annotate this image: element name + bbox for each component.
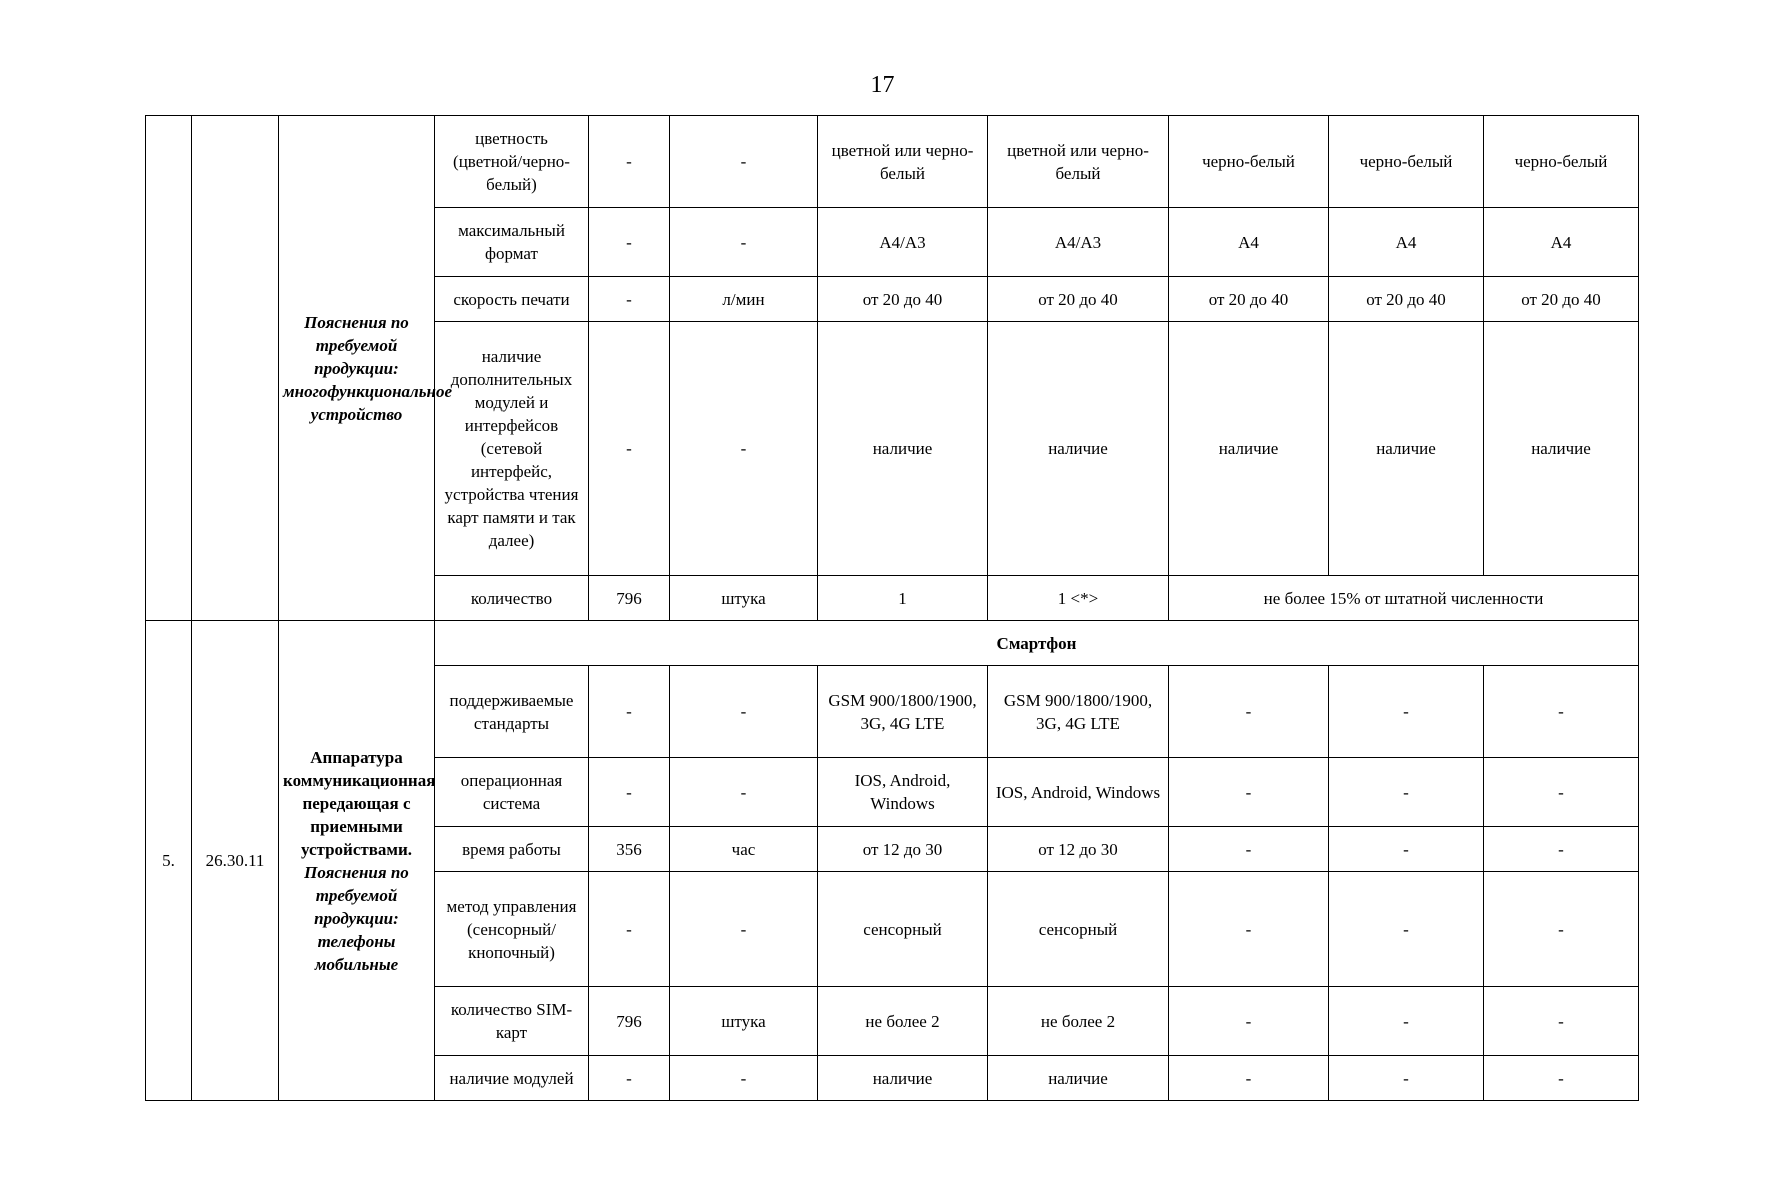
value-cell: -: [1169, 758, 1329, 827]
characteristic-name: наличие дополнительных модулей и интерфейсов (сетевой интерфейс, устройства чтения карт памяти и так далее): [435, 322, 589, 576]
characteristic-name: время работы: [435, 827, 589, 872]
unit-code: -: [589, 666, 670, 758]
value-cell: -: [1484, 987, 1639, 1056]
value-cell: цветной или черно-белый: [988, 116, 1169, 208]
value-cell: -: [1329, 827, 1484, 872]
value-cell: -: [1484, 1056, 1639, 1101]
value-cell: сенсорный: [818, 872, 988, 987]
value-cell: черно-белый: [1329, 116, 1484, 208]
value-cell: 1: [818, 576, 988, 621]
value-cell: наличие: [818, 322, 988, 576]
page-number: 17: [870, 72, 895, 98]
requirements-table: [145, 115, 1639, 1101]
unit-name: -: [670, 322, 818, 576]
unit-name: -: [670, 208, 818, 277]
value-cell: GSM 900/1800/1900, 3G, 4G LTE: [988, 666, 1169, 758]
characteristic-name: количество SIM-карт: [435, 987, 589, 1056]
value-cell: наличие: [988, 1056, 1169, 1101]
unit-code: -: [589, 758, 670, 827]
unit-name: -: [670, 872, 818, 987]
unit-code: 796: [589, 987, 670, 1056]
value-cell: IOS, Android, Windows: [818, 758, 988, 827]
value-cell: -: [1484, 666, 1639, 758]
characteristic-name: наличие модулей: [435, 1056, 589, 1101]
characteristic-name: цветность (цветной/черно-белый): [435, 116, 589, 208]
row-number-cell: 5.: [146, 621, 192, 1101]
unit-code: -: [589, 1056, 670, 1101]
unit-code: -: [589, 116, 670, 208]
value-cell: от 20 до 40: [818, 277, 988, 322]
characteristic-name: скорость печати: [435, 277, 589, 322]
merged-value-cell: не более 15% от штатной численности: [1169, 576, 1639, 621]
value-cell: наличие: [818, 1056, 988, 1101]
value-cell: от 20 до 40: [1169, 277, 1329, 322]
value-cell: от 20 до 40: [1484, 277, 1639, 322]
value-cell: -: [1169, 1056, 1329, 1101]
unit-code: 356: [589, 827, 670, 872]
value-cell: -: [1169, 872, 1329, 987]
value-cell: 1 <*>: [988, 576, 1169, 621]
unit-name: час: [670, 827, 818, 872]
value-cell: сенсорный: [988, 872, 1169, 987]
product-note-cell: Пояснения по требуемой продукции: многофункциональное устройство: [279, 116, 435, 621]
section-subheader: Смартфон: [435, 621, 1639, 666]
unit-code: -: [589, 322, 670, 576]
value-cell: от 12 до 30: [818, 827, 988, 872]
characteristic-name: метод управления (сенсорный/кнопочный): [435, 872, 589, 987]
value-cell: наличие: [1169, 322, 1329, 576]
unit-name: л/мин: [670, 277, 818, 322]
value-cell: А4: [1169, 208, 1329, 277]
value-cell: не более 2: [818, 987, 988, 1056]
unit-name: -: [670, 758, 818, 827]
value-cell: А4: [1329, 208, 1484, 277]
product-group-name: Аппаратура коммуникационная передающая с приемными устройствами.: [283, 747, 436, 859]
table-row: [146, 116, 1639, 208]
value-cell: -: [1169, 666, 1329, 758]
value-cell: -: [1329, 987, 1484, 1056]
value-cell: -: [1329, 666, 1484, 758]
unit-code: -: [589, 872, 670, 987]
value-cell: IOS, Android, Windows: [988, 758, 1169, 827]
unit-code: 796: [589, 576, 670, 621]
unit-name: -: [670, 1056, 818, 1101]
value-cell: наличие: [988, 322, 1169, 576]
value-cell: -: [1484, 758, 1639, 827]
value-cell: А4/А3: [988, 208, 1169, 277]
unit-name: штука: [670, 987, 818, 1056]
unit-name: штука: [670, 576, 818, 621]
characteristic-name: операционная система: [435, 758, 589, 827]
okpd-code-cell: 26.30.11: [192, 621, 279, 1101]
value-cell: -: [1484, 872, 1639, 987]
value-cell: от 20 до 40: [1329, 277, 1484, 322]
value-cell: -: [1329, 1056, 1484, 1101]
unit-code: -: [589, 208, 670, 277]
characteristic-name: количество: [435, 576, 589, 621]
row-number-cell: [146, 116, 192, 621]
value-cell: А4/А3: [818, 208, 988, 277]
unit-code: -: [589, 277, 670, 322]
value-cell: наличие: [1484, 322, 1639, 576]
unit-name: -: [670, 666, 818, 758]
value-cell: цветной или черно-белый: [818, 116, 988, 208]
value-cell: А4: [1484, 208, 1639, 277]
value-cell: черно-белый: [1169, 116, 1329, 208]
characteristic-name: максимальный формат: [435, 208, 589, 277]
value-cell: GSM 900/1800/1900, 3G, 4G LTE: [818, 666, 988, 758]
value-cell: -: [1169, 827, 1329, 872]
value-cell: -: [1484, 827, 1639, 872]
value-cell: наличие: [1329, 322, 1484, 576]
table-row: [146, 621, 1639, 666]
characteristic-name: поддерживаемые стандарты: [435, 666, 589, 758]
unit-name: -: [670, 116, 818, 208]
value-cell: от 12 до 30: [988, 827, 1169, 872]
value-cell: -: [1329, 758, 1484, 827]
value-cell: -: [1169, 987, 1329, 1056]
okpd-code-cell: [192, 116, 279, 621]
value-cell: -: [1329, 872, 1484, 987]
value-cell: черно-белый: [1484, 116, 1639, 208]
value-cell: от 20 до 40: [988, 277, 1169, 322]
value-cell: не более 2: [988, 987, 1169, 1056]
product-note-label: Пояснения по требуемой продукции: телефоны мобильные: [304, 862, 409, 974]
product-group-cell: [279, 621, 435, 1101]
